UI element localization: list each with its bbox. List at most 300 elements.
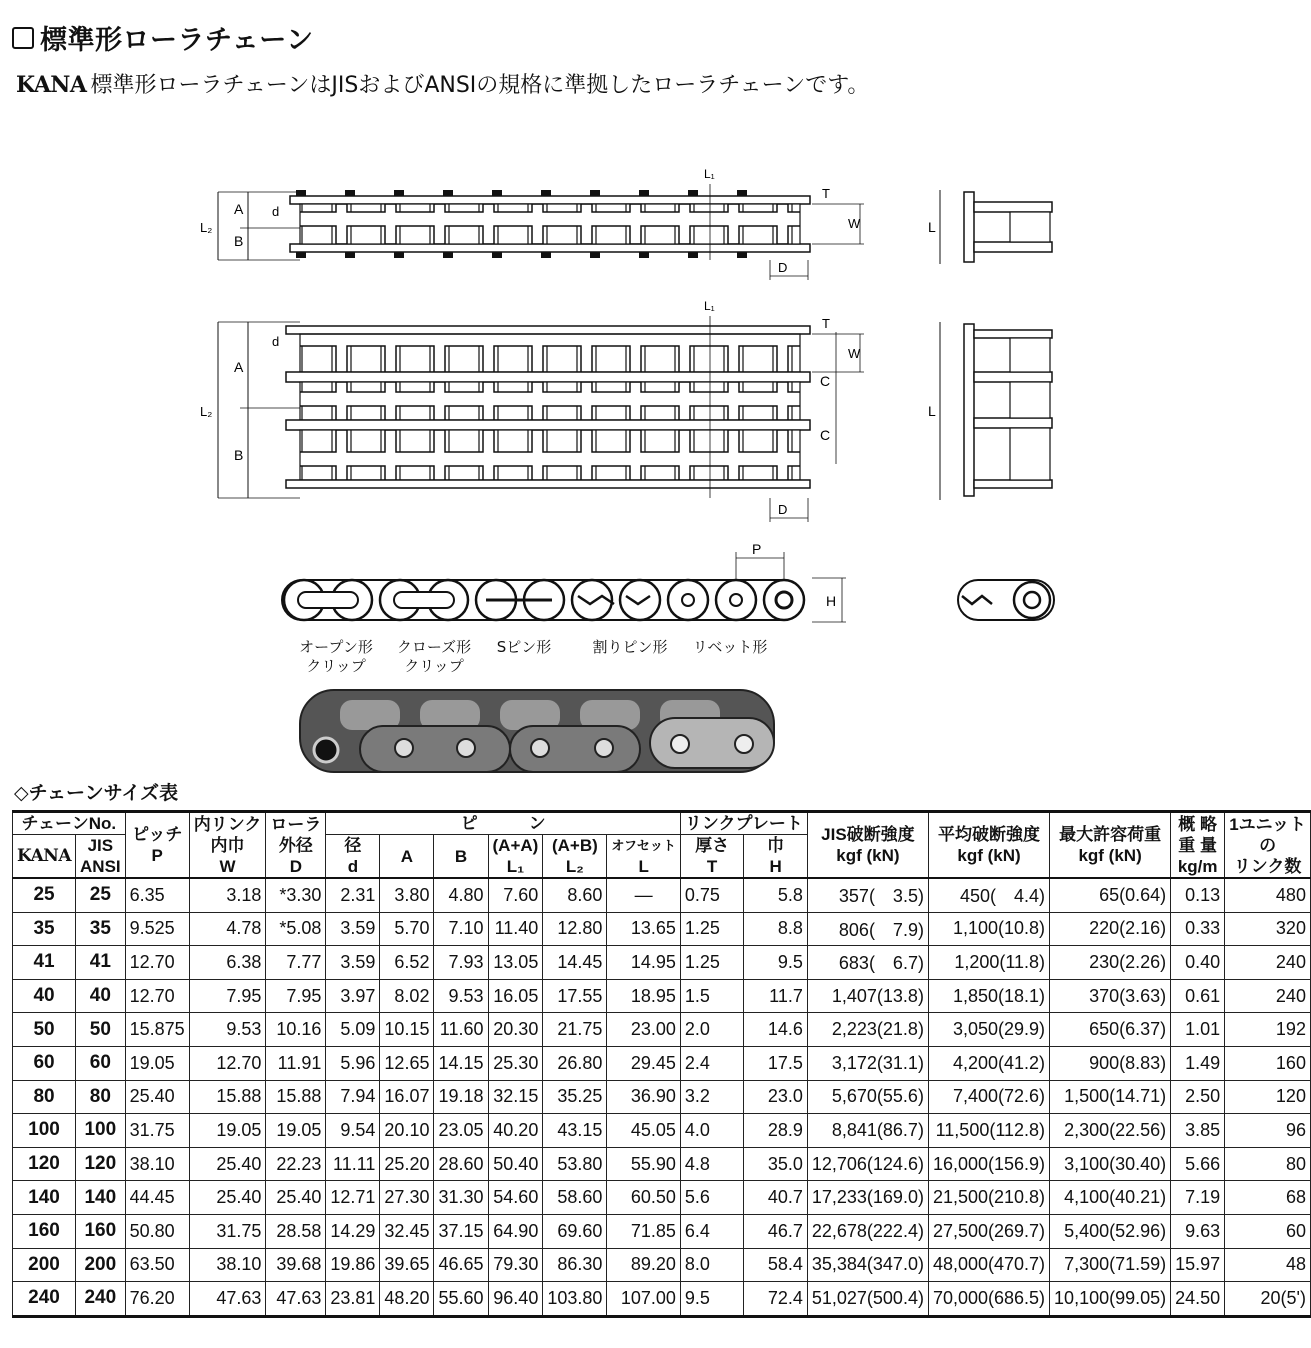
dim-label-t: T [822, 186, 830, 201]
table-cell: 55.60 [434, 1282, 488, 1317]
table-cell: 70,000(686.5) [928, 1282, 1049, 1317]
th-plate-thickness: 厚さ T [680, 835, 743, 879]
table-cell: 17.5 [744, 1046, 808, 1080]
table-cell: 16,000(156.9) [928, 1147, 1049, 1181]
table-cell: 0.40 [1171, 946, 1225, 980]
th-weight: 概 略 重 量 kg/m [1171, 812, 1225, 879]
table-cell: 220(2.16) [1050, 912, 1171, 946]
brand-logo-text: KANA [16, 72, 87, 98]
table-cell: 28.58 [266, 1214, 326, 1248]
dim-label-d-roller: D [778, 260, 788, 275]
table-cell: 1,500(14.71) [1050, 1080, 1171, 1114]
table-cell: 35.0 [744, 1147, 808, 1181]
table-row [13, 1248, 1311, 1282]
table-cell: 11.91 [266, 1046, 326, 1080]
th-pin-l2: (A+B) L₂ [543, 835, 607, 879]
table-cell: 60 [13, 1046, 76, 1080]
table-cell: 12.70 [125, 946, 189, 980]
table-cell: 32.15 [488, 1080, 543, 1114]
dim-label-d-triple: d [272, 334, 280, 349]
table-cell: 192 [1225, 1013, 1311, 1047]
table-cell: 60.50 [607, 1181, 680, 1215]
th-pin-group: ピ ン [326, 812, 681, 835]
table-cell: 80 [76, 1080, 126, 1114]
single-strand-drawing [200, 167, 864, 280]
label-closed-clip: クローズ形 クリップ [396, 638, 472, 675]
table-cell: 7.77 [266, 946, 326, 980]
table-cell: 48.20 [380, 1282, 434, 1317]
table-cell: 1,407(13.8) [807, 979, 928, 1013]
table-cell: 22,678(222.4) [807, 1214, 928, 1248]
connector-side-view [958, 580, 1054, 620]
table-cell: 240 [13, 1282, 76, 1317]
dim-label-a-triple: A [234, 359, 244, 375]
table-cell: 40.20 [488, 1114, 543, 1148]
table-cell: 5.8 [744, 878, 808, 912]
table-cell: 19.18 [434, 1080, 488, 1114]
table-cell: 11.7 [744, 979, 808, 1013]
table-cell: 230(2.26) [1050, 946, 1171, 980]
table-cell: 5.66 [1171, 1147, 1225, 1181]
table-cell: 47.63 [189, 1282, 266, 1317]
table-cell: 68 [1225, 1181, 1311, 1215]
dim-label-c2: C [820, 427, 831, 443]
table-cell: 10.15 [380, 1013, 434, 1047]
table-cell: 9.5 [680, 1282, 743, 1317]
table-cell: 89.20 [607, 1248, 680, 1282]
page-title [12, 18, 314, 57]
table-cell: 27.30 [380, 1181, 434, 1215]
table-cell: 13.05 [488, 946, 543, 980]
dim-label-w: W [848, 216, 861, 231]
table-cell: 3,172(31.1) [807, 1046, 928, 1080]
table-cell: 14.45 [543, 946, 607, 980]
table-cell: 20(5') [1225, 1282, 1311, 1317]
table-cell: 12,706(124.6) [807, 1147, 928, 1181]
table-cell: 2,223(21.8) [807, 1013, 928, 1047]
table-cell: 96.40 [488, 1282, 543, 1317]
table-cell: 80 [1225, 1147, 1311, 1181]
table-cell: 806( 7.9) [807, 912, 928, 946]
triple-strand-side-view [928, 322, 1052, 500]
table-cell: 25 [76, 878, 126, 912]
table-cell: 45.05 [607, 1114, 680, 1148]
table-cell: 38.10 [189, 1248, 266, 1282]
table-cell: 480 [1225, 878, 1311, 912]
table-cell: 20.10 [380, 1114, 434, 1148]
table-cell: 39.68 [266, 1248, 326, 1282]
dim-label-d: d [272, 204, 280, 219]
table-cell: 55.90 [607, 1147, 680, 1181]
table-cell: 10,100(99.05) [1050, 1282, 1171, 1317]
dim-label-p: P [752, 541, 762, 557]
table-cell: 3.59 [326, 946, 380, 980]
table-cell: 25.40 [266, 1181, 326, 1215]
table-cell: 6.4 [680, 1214, 743, 1248]
table-cell: 22.23 [266, 1147, 326, 1181]
table-cell: 100 [13, 1114, 76, 1148]
table-cell: 1.25 [680, 946, 743, 980]
table-cell: 5.70 [380, 912, 434, 946]
table-cell: 19.05 [189, 1114, 266, 1148]
table-cell: 54.60 [488, 1181, 543, 1215]
table-cell: 7.95 [189, 979, 266, 1013]
table-cell: 3.18 [189, 878, 266, 912]
table-cell: 25.40 [125, 1080, 189, 1114]
table-row [13, 1046, 1311, 1080]
table-row [13, 1214, 1311, 1248]
table-cell: 35 [76, 912, 126, 946]
table-cell: 50 [76, 1013, 126, 1047]
table-cell: 12.70 [125, 979, 189, 1013]
table-cell: 10.16 [266, 1013, 326, 1047]
table-cell: 0.33 [1171, 912, 1225, 946]
th-avg-strength: 平均破断強度 kgf (kN) [928, 812, 1049, 879]
table-cell: 15.88 [189, 1080, 266, 1114]
table-cell: 60 [76, 1046, 126, 1080]
th-plate-group: リンクプレート [680, 812, 807, 835]
table-cell: 35,384(347.0) [807, 1248, 928, 1282]
table-cell: 1,100(10.8) [928, 912, 1049, 946]
table-cell: 4.78 [189, 912, 266, 946]
table-cell: 16.05 [488, 979, 543, 1013]
table-cell: 6.52 [380, 946, 434, 980]
table-cell: 3.85 [1171, 1114, 1225, 1148]
table-cell: 35 [13, 912, 76, 946]
table-cell: 3.2 [680, 1080, 743, 1114]
table-cell: 76.20 [125, 1282, 189, 1317]
table-cell: 4,200(41.2) [928, 1046, 1049, 1080]
table-cell: 14.6 [744, 1013, 808, 1047]
table-cell: 8.0 [680, 1248, 743, 1282]
dim-label-b: B [234, 233, 244, 249]
table-cell: 160 [1225, 1046, 1311, 1080]
table-cell: 11.40 [488, 912, 543, 946]
table-cell: 41 [13, 946, 76, 980]
table-row [13, 1282, 1311, 1317]
table-cell: 43.15 [543, 1114, 607, 1148]
table-cell: 25.40 [189, 1181, 266, 1215]
table-cell: 31.75 [189, 1214, 266, 1248]
table-cell: 26.80 [543, 1046, 607, 1080]
table-cell: 9.5 [744, 946, 808, 980]
th-max-load: 最大許容荷重 kgf (kN) [1050, 812, 1171, 879]
table-cell: 8.02 [380, 979, 434, 1013]
table-cell: 2.0 [680, 1013, 743, 1047]
table-cell: 12.71 [326, 1181, 380, 1215]
chain-photo-illustration [300, 690, 774, 772]
table-cell: 7,300(71.59) [1050, 1248, 1171, 1282]
table-cell: 12.65 [380, 1046, 434, 1080]
table-cell: 14.15 [434, 1046, 488, 1080]
table-cell: — [607, 878, 680, 912]
table-cell: 2.50 [1171, 1080, 1225, 1114]
table-cell: 200 [13, 1248, 76, 1282]
table-cell: 9.53 [189, 1013, 266, 1047]
table-cell: 13.65 [607, 912, 680, 946]
table-cell: 160 [13, 1214, 76, 1248]
th-pitch: ピッチ P [125, 812, 189, 879]
table-cell: 4.8 [680, 1147, 743, 1181]
table-cell: 5.6 [680, 1181, 743, 1215]
table-cell: 20.30 [488, 1013, 543, 1047]
table-cell: 31.75 [125, 1114, 189, 1148]
table-cell: 29.45 [607, 1046, 680, 1080]
dim-label-w-triple: W [848, 346, 861, 361]
table-cell: 357( 3.5) [807, 878, 928, 912]
th-plate-height: 巾 H [744, 835, 808, 879]
table-cell: 450( 4.4) [928, 878, 1049, 912]
table-cell: 21.75 [543, 1013, 607, 1047]
checkbox-square-icon [12, 27, 34, 49]
table-cell: 5,670(55.6) [807, 1080, 928, 1114]
table-cell: 900(8.83) [1050, 1046, 1171, 1080]
table-cell: 1.49 [1171, 1046, 1225, 1080]
table-cell: 86.30 [543, 1248, 607, 1282]
th-unit-links: 1ユニット の リンク数 [1225, 812, 1311, 879]
label-rivet: リベット形 [692, 638, 768, 656]
dim-label-l2: L₂ [200, 220, 213, 235]
table-cell: 8.8 [744, 912, 808, 946]
table-cell: 50.80 [125, 1214, 189, 1248]
th-pin-a: A [380, 835, 434, 879]
table-cell: 64.90 [488, 1214, 543, 1248]
dim-label-l2-triple: L₂ [200, 404, 213, 419]
dim-label-c1: C [820, 373, 831, 389]
chain-size-table [12, 810, 1311, 1318]
table-cell: 2.31 [326, 878, 380, 912]
table-cell: 3.59 [326, 912, 380, 946]
th-jis-strength: JIS破断強度 kgf (kN) [807, 812, 928, 879]
table-cell: *5.08 [266, 912, 326, 946]
table-cell: 19.05 [266, 1114, 326, 1148]
table-cell: 15.88 [266, 1080, 326, 1114]
table-cell: 71.85 [607, 1214, 680, 1248]
table-cell: 8,841(86.7) [807, 1114, 928, 1148]
page-subtitle [16, 68, 869, 99]
table-cell: 50 [13, 1013, 76, 1047]
table-cell: 103.80 [543, 1282, 607, 1317]
table-cell: 79.30 [488, 1248, 543, 1282]
table-cell: 46.65 [434, 1248, 488, 1282]
table-cell: 19.86 [326, 1248, 380, 1282]
table-cell: 5.09 [326, 1013, 380, 1047]
table-cell: 6.38 [189, 946, 266, 980]
size-table-heading: ◇チェーンサイズ表 [14, 782, 179, 804]
table-cell: 370(3.63) [1050, 979, 1171, 1013]
table-cell: 0.61 [1171, 979, 1225, 1013]
table-cell: 60 [1225, 1214, 1311, 1248]
table-cell: 9.53 [434, 979, 488, 1013]
table-cell: 48 [1225, 1248, 1311, 1282]
table-cell: 38.10 [125, 1147, 189, 1181]
dim-label-l-side: L [928, 219, 936, 235]
table-row [13, 1147, 1311, 1181]
table-row [13, 1080, 1311, 1114]
table-row [13, 1181, 1311, 1215]
table-row [13, 1013, 1311, 1047]
table-cell: 46.7 [744, 1214, 808, 1248]
table-cell: 65(0.64) [1050, 878, 1171, 912]
table-row [13, 979, 1311, 1013]
table-cell: 240 [76, 1282, 126, 1317]
table-cell: 120 [13, 1147, 76, 1181]
table-cell: 11,500(112.8) [928, 1114, 1049, 1148]
table-cell: 11.11 [326, 1147, 380, 1181]
table-body [13, 878, 1311, 1316]
table-cell: 7,400(72.6) [928, 1080, 1049, 1114]
table-cell: 7.93 [434, 946, 488, 980]
label-open-clip: オープン形 クリップ [299, 638, 373, 675]
table-cell: 50.40 [488, 1147, 543, 1181]
page-title-text: 標準形ローラチェーン [40, 25, 314, 56]
table-cell: 96 [1225, 1114, 1311, 1148]
table-cell: 320 [1225, 912, 1311, 946]
table-cell: 53.80 [543, 1147, 607, 1181]
triple-strand-drawing [200, 299, 864, 522]
table-cell: 240 [1225, 979, 1311, 1013]
table-cell: 8.60 [543, 878, 607, 912]
th-pin-offset: オフセット L [607, 835, 680, 879]
table-cell: 17,233(169.0) [807, 1181, 928, 1215]
label-cotter-pin: 割りピン形 [592, 638, 668, 656]
table-cell: 40 [13, 979, 76, 1013]
table-cell: 3,050(29.9) [928, 1013, 1049, 1047]
table-cell: 160 [76, 1214, 126, 1248]
table-cell: 58.60 [543, 1181, 607, 1215]
table-cell: 23.05 [434, 1114, 488, 1148]
table-cell: 3.97 [326, 979, 380, 1013]
table-cell: 14.95 [607, 946, 680, 980]
table-cell: 1.5 [680, 979, 743, 1013]
table-cell: 100 [76, 1114, 126, 1148]
table-row [13, 1114, 1311, 1148]
table-cell: 6.35 [125, 878, 189, 912]
connector-type-labels [0, 638, 1280, 678]
table-cell: 5.96 [326, 1046, 380, 1080]
dim-label-l-side-triple: L [928, 403, 936, 419]
table-cell: 1,200(11.8) [928, 946, 1049, 980]
table-cell: 32.45 [380, 1214, 434, 1248]
table-cell: 48,000(470.7) [928, 1248, 1049, 1282]
table-cell: 9.525 [125, 912, 189, 946]
table-cell: 25.30 [488, 1046, 543, 1080]
table-cell: 35.25 [543, 1080, 607, 1114]
table-cell: 18.95 [607, 979, 680, 1013]
dim-label-b-triple: B [234, 447, 244, 463]
table-cell: 12.70 [189, 1046, 266, 1080]
subtitle-text: 標準形ローラチェーンはJISおよびANSIの規格に準拠したローラチェーンです。 [90, 73, 870, 98]
table-cell: 120 [76, 1147, 126, 1181]
table-cell: 51,027(500.4) [807, 1282, 928, 1317]
table-cell: 31.30 [434, 1181, 488, 1215]
table-cell: *3.30 [266, 878, 326, 912]
table-cell: 36.90 [607, 1080, 680, 1114]
chain-profile-drawing [282, 580, 804, 620]
dim-label-h: H [826, 593, 837, 609]
table-cell: 80 [13, 1080, 76, 1114]
table-cell: 17.55 [543, 979, 607, 1013]
table-cell: 3.80 [380, 878, 434, 912]
dim-label-l1-triple: L₁ [704, 299, 715, 313]
th-kana: KANA [13, 835, 76, 879]
table-cell: 7.19 [1171, 1181, 1225, 1215]
single-strand-side-view [928, 190, 1052, 264]
table-cell: 14.29 [326, 1214, 380, 1248]
table-cell: 200 [76, 1248, 126, 1282]
table-cell: 9.63 [1171, 1214, 1225, 1248]
table-cell: 63.50 [125, 1248, 189, 1282]
table-cell: 16.07 [380, 1080, 434, 1114]
table-cell: 28.60 [434, 1147, 488, 1181]
table-cell: 41 [76, 946, 126, 980]
th-inner-width: 内リンク 内巾 W [189, 812, 266, 879]
table-cell: 40 [76, 979, 126, 1013]
table-cell: 0.13 [1171, 878, 1225, 912]
table-cell: 23.0 [744, 1080, 808, 1114]
table-cell: 650(6.37) [1050, 1013, 1171, 1047]
table-cell: 37.15 [434, 1214, 488, 1248]
table-cell: 12.80 [543, 912, 607, 946]
table-cell: 7.95 [266, 979, 326, 1013]
table-cell: 40.7 [744, 1181, 808, 1215]
th-pin-l1: (A+A) L₁ [488, 835, 543, 879]
table-cell: 5,400(52.96) [1050, 1214, 1171, 1248]
th-pin-b: B [434, 835, 488, 879]
table-cell: 7.10 [434, 912, 488, 946]
dim-label-l1: L₁ [704, 167, 715, 181]
table-cell: 2.4 [680, 1046, 743, 1080]
table-cell: 25.40 [189, 1147, 266, 1181]
label-s-pin: Sピン形 [496, 638, 552, 656]
th-pin-dia: 径 d [326, 835, 380, 879]
dim-label-a: A [234, 201, 244, 217]
table-cell: 4.80 [434, 878, 488, 912]
table-cell: 28.9 [744, 1114, 808, 1148]
table-cell: 107.00 [607, 1282, 680, 1317]
table-cell: 23.00 [607, 1013, 680, 1047]
table-cell: 1.01 [1171, 1013, 1225, 1047]
table-cell: 9.54 [326, 1114, 380, 1148]
table-cell: 27,500(269.7) [928, 1214, 1049, 1248]
table-cell: 19.05 [125, 1046, 189, 1080]
table-row [13, 912, 1311, 946]
table-cell: 4,100(40.21) [1050, 1181, 1171, 1215]
table-cell: 25 [13, 878, 76, 912]
table-cell: 24.50 [1171, 1282, 1225, 1317]
table-cell: 1.25 [680, 912, 743, 946]
th-roller-dia: ローラ 外径 D [266, 812, 326, 879]
table-cell: 1,850(18.1) [928, 979, 1049, 1013]
table-cell: 47.63 [266, 1282, 326, 1317]
table-cell: 240 [1225, 946, 1311, 980]
table-cell: 140 [13, 1181, 76, 1215]
table-cell: 3,100(30.40) [1050, 1147, 1171, 1181]
table-cell: 23.81 [326, 1282, 380, 1317]
table-cell: 15.875 [125, 1013, 189, 1047]
table-row [13, 946, 1311, 980]
dim-label-t-triple: T [822, 316, 830, 331]
table-cell: 58.4 [744, 1248, 808, 1282]
table-cell: 120 [1225, 1080, 1311, 1114]
table-cell: 7.60 [488, 878, 543, 912]
table-cell: 25.20 [380, 1147, 434, 1181]
dim-label-d-roller-triple: D [778, 502, 788, 517]
table-row [13, 878, 1311, 912]
table-cell: 69.60 [543, 1214, 607, 1248]
table-cell: 2,300(22.56) [1050, 1114, 1171, 1148]
th-jis-ansi: JIS ANSI [76, 835, 126, 879]
